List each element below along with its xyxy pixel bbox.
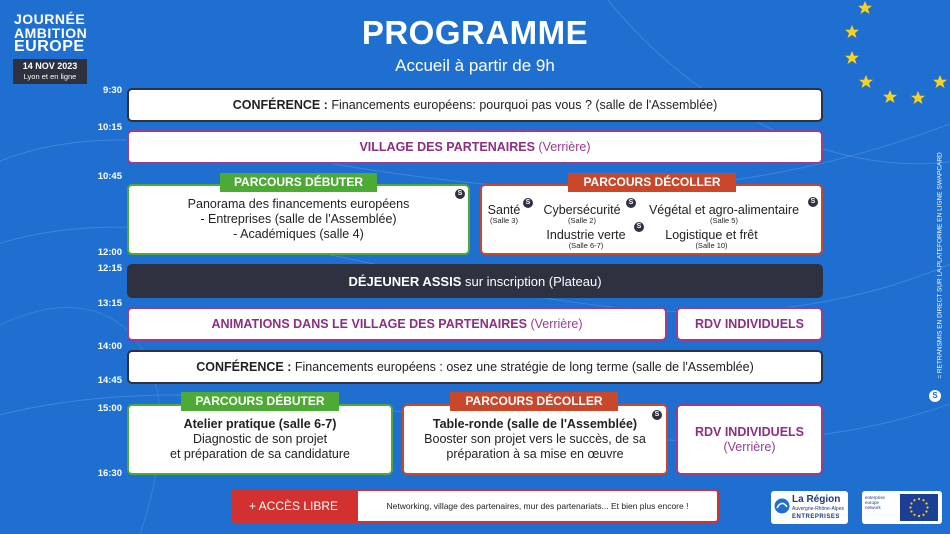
time-label: 10:15: [97, 122, 122, 133]
tag-parcours-decoller: PARCOURS DÉCOLLER: [450, 392, 618, 411]
logo-line-1: JOURNÉE: [14, 11, 86, 27]
eu-partner-logos: [862, 491, 942, 524]
conference-text: Financements européens : osez une stratégie de long terme (salle de l'Assemblée): [291, 360, 754, 374]
village-label: VILLAGE DES PARTENAIRES: [359, 140, 535, 154]
logo-line-2: AMBITION: [14, 25, 88, 41]
swapcard-badge: S: [929, 390, 941, 402]
tag-parcours-debuter: PARCOURS DÉBUTER: [220, 173, 377, 192]
page-subtitle: Accueil à partir de 9h: [395, 56, 555, 75]
swapcard-badge: S: [808, 197, 818, 207]
roundtable-title: Table-ronde (salle de l'Assemblée): [432, 417, 638, 431]
debuter-line: Panorama des financements européens: [187, 197, 410, 211]
conference-morning[interactable]: [127, 88, 823, 122]
workshop-title: Atelier pratique (salle 6-7): [183, 417, 337, 431]
tag-parcours-decoller: PARCOURS DÉCOLLER: [568, 173, 736, 192]
animations-location: (Verrière): [526, 317, 583, 331]
time-label: 9:30: [102, 85, 122, 96]
item-name: Végétal et agro-alimentaire: [648, 203, 800, 217]
roundtable-line: Booster son projet vers le succès, de sa: [424, 432, 646, 446]
item-name: Santé: [487, 203, 521, 217]
swapcard-badge: S: [652, 410, 662, 420]
conference-text: Financements européens: pourquoi pas vous ? (salle de l'Assemblée): [327, 98, 718, 112]
item-room: (Salle 6-7): [568, 241, 604, 250]
conference-label: CONFÉRENCE :: [196, 360, 292, 374]
conference-afternoon[interactable]: [127, 350, 823, 384]
decoller-item-cyber[interactable]: [535, 204, 629, 225]
conference-label: CONFÉRENCE :: [232, 98, 328, 112]
region-tag: ENTREPRISES: [792, 514, 840, 520]
decoller-item-industrie[interactable]: [537, 229, 635, 250]
region-logo: [771, 491, 848, 524]
eu-flag-icon: [900, 494, 938, 521]
lunch-label: DÉJEUNER ASSIS: [348, 273, 462, 289]
item-room: (Salle 2): [568, 216, 596, 225]
dejeuner[interactable]: [127, 264, 823, 298]
parcours-decoller-afternoon[interactable]: [402, 404, 668, 475]
acces-libre-text: Networking, village des partenaires, mur des partenariats... Et bien plus encore !: [356, 489, 719, 523]
swapcard-badge: S: [634, 222, 644, 232]
region-sub: Auvergne-Rhône-Alpes: [792, 506, 844, 512]
decoller-item-sante[interactable]: [484, 204, 524, 225]
item-name: Industrie verte: [546, 228, 626, 242]
rdv-label: RDV INDIVIDUELS: [694, 424, 805, 439]
village-partenaires[interactable]: [127, 130, 823, 164]
page-title: PROGRAMME: [361, 14, 589, 51]
time-label: 12:00: [97, 247, 122, 258]
animations-village[interactable]: [127, 307, 667, 341]
time-label: 15:00: [97, 403, 122, 414]
rdv-individuels-midday[interactable]: [676, 307, 823, 341]
side-note: = RETRANSMIS EN DIRECT SUR LA PLATEFORME EN LIGNE SWAPCARD: [936, 152, 944, 379]
rdv-label: RDV INDIVIDUELS: [694, 317, 805, 331]
item-name: Logistique et frêt: [665, 228, 758, 242]
decoller-item-logistique[interactable]: [654, 229, 769, 250]
logo-line-3: EUROPE: [14, 38, 85, 55]
workshop-line: et préparation de sa candidature: [170, 447, 350, 461]
workshop-line: Diagnostic de son projet: [192, 432, 328, 446]
roundtable-line: préparation à sa mise en œuvre: [446, 447, 624, 461]
event-date: 14 NOV 2023: [22, 61, 78, 71]
debuter-line: - Académiques (salle 4): [233, 227, 364, 241]
item-room: (Salle 10): [695, 241, 728, 250]
item-name: Cybersécurité: [543, 203, 621, 217]
village-location: (Verrière): [534, 140, 591, 154]
item-room: (Salle 5): [710, 216, 738, 225]
time-label: 14:00: [97, 341, 122, 352]
acces-libre-button[interactable]: + ACCÈS LIBRE: [231, 489, 356, 523]
rdv-location: (Verrière): [723, 439, 776, 454]
swapcard-badge: S: [455, 189, 465, 199]
tag-parcours-debuter: PARCOURS DÉBUTER: [181, 392, 339, 411]
time-label: 12:15: [97, 263, 122, 274]
debuter-line: - Entreprises (salle de l'Assemblée): [200, 212, 397, 226]
time-label: 13:15: [97, 298, 122, 309]
time-label: 14:45: [97, 375, 122, 386]
swapcard-badge: S: [626, 198, 636, 208]
region-name: La Région: [792, 494, 841, 505]
region-emblem-icon: [774, 498, 790, 514]
parcours-debuter-afternoon[interactable]: [127, 404, 393, 475]
parcours-debuter-morning[interactable]: [127, 184, 470, 255]
animations-label: ANIMATIONS DANS LE VILLAGE DES PARTENAIRES: [211, 317, 527, 331]
time-label: 10:45: [97, 171, 122, 182]
time-label: 16:30: [97, 468, 122, 479]
decoller-item-vegetal[interactable]: [636, 204, 812, 225]
lunch-text: sur inscription (Plateau): [461, 273, 602, 289]
item-room: (Salle 3): [490, 216, 518, 225]
event-place: Lyon et en ligne: [23, 72, 77, 81]
een-logo-text: enterprise europe network: [865, 495, 886, 510]
rdv-individuels-afternoon[interactable]: [676, 404, 823, 475]
swapcard-badge: S: [523, 198, 533, 208]
